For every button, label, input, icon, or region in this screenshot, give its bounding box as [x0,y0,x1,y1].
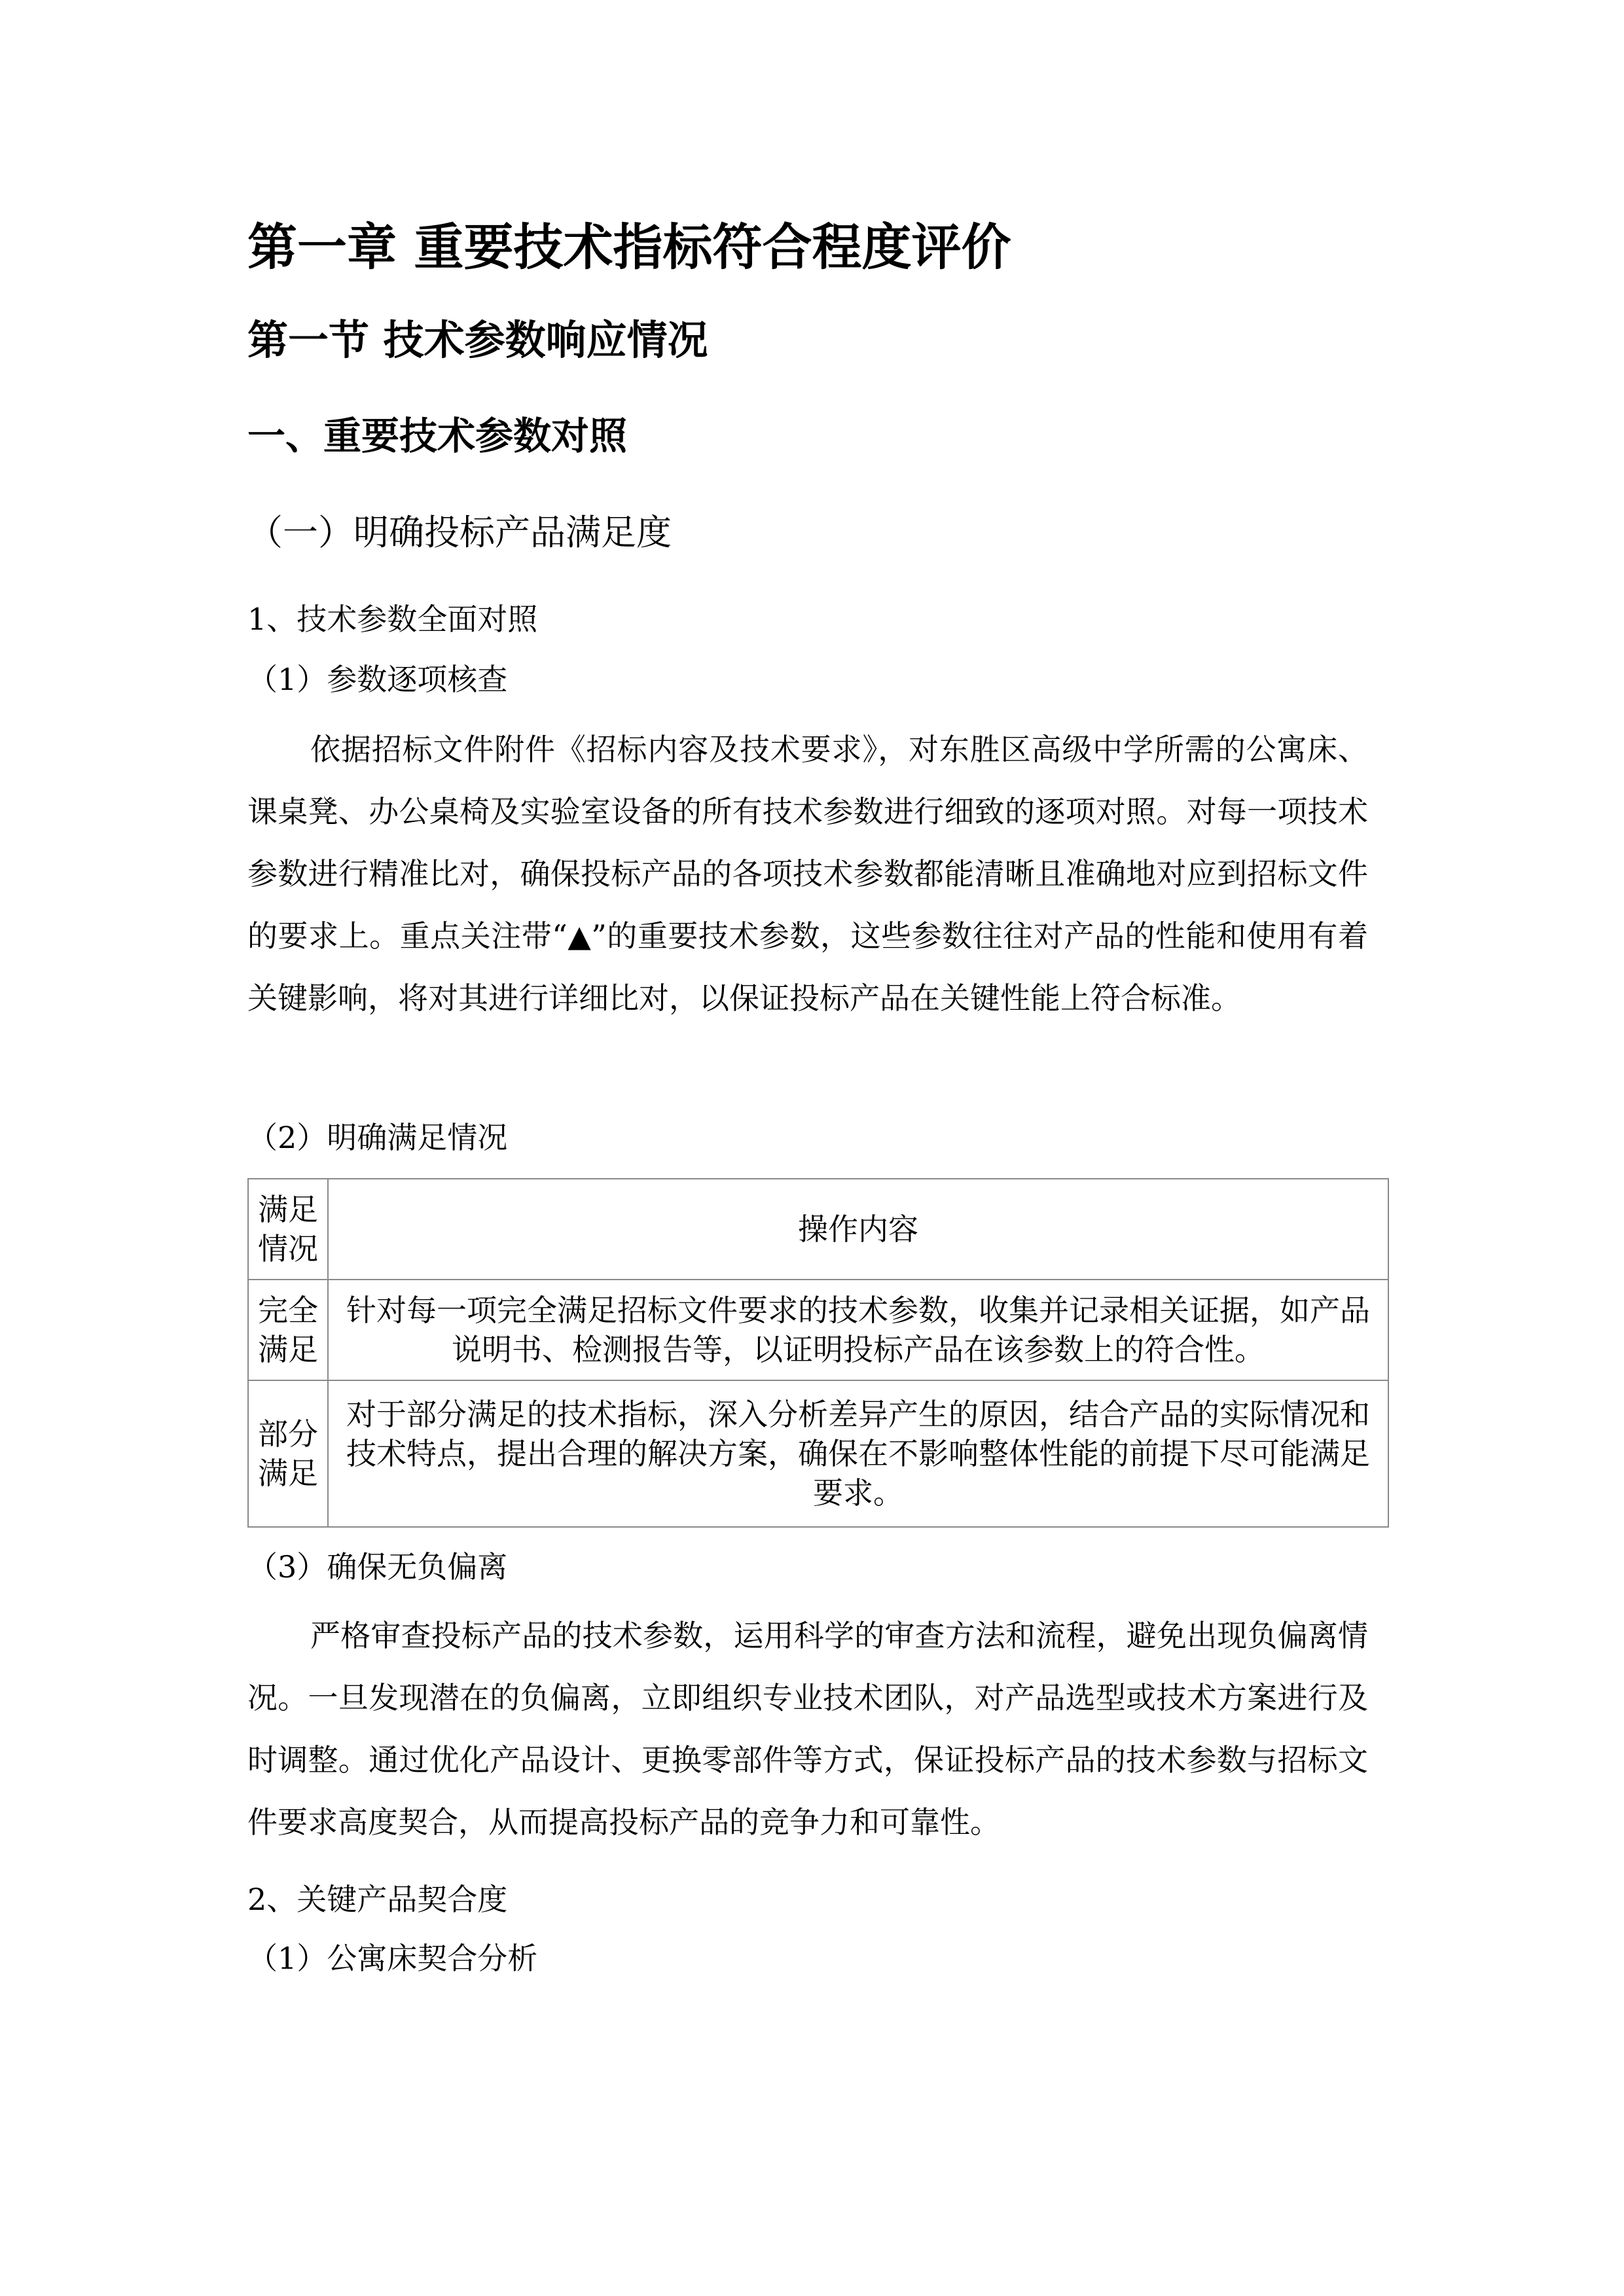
table-header-cell: 操作内容 [328,1179,1388,1280]
body-paragraph: 严格审查投标产品的技术参数，运用科学的审查方法和流程，避免出现负偏离情况。一旦发现潜在的负偏离，立即组织专业技术团队，对产品选型或技术方案进行及时调整。通过优化产品设计、更换零部件等方式，保证投标产品的技术参数与招标文件要求高度契合，从而提高投标产品的竞争力和可靠性。 [247,1618,1368,1840]
table-row [248,1380,1388,1527]
outline-level1-heading: 2、关键产品契合度 [247,1882,508,1917]
item-heading: （一）明确投标产品满足度 [247,512,672,553]
body-paragraph: 依据招标文件附件《招标内容及技术要求》，对东胜区高级中学所需的公寓床、课桌凳、办公桌椅及实验室设备的所有技术参数进行细致的逐项对照。对每一项技术参数进行精准比对，确保投标产品的各项技术参数都能清晰且准确地对应到招标文件的要求上。重点关注带“▲”的重要技术参数，这些参数往往对产品的性能和使用有着关键影响，将对其进行详细比对，以保证投标产品在关键性能上符合标准。 [247,732,1368,1016]
table-cell: 完全满足 [248,1280,328,1380]
table-cell: 部分满足 [248,1380,328,1527]
outline-level2-heading: （3）确保无负偏离 [247,1549,508,1585]
satisfaction-table [247,1178,1389,1528]
outline-level2-heading: （1）公寓床契合分析 [247,1941,538,1976]
outline-level2-heading: （1）参数逐项核查 [247,662,508,697]
table-cell: 对于部分满足的技术指标，深入分析差异产生的原因，结合产品的实际情况和技术特点，提出合理的解决方案，确保在不影响整体性能的前提下尽可能满足要求。 [328,1380,1388,1527]
table-cell: 针对每一项完全满足招标文件要求的技术参数，收集并记录相关证据，如产品说明书、检测报告等，以证明投标产品在该参数上的符合性。 [328,1280,1388,1380]
table-row [248,1280,1388,1380]
table-header-row [248,1179,1388,1280]
table-header-cell: 满足情况 [248,1179,328,1280]
outline-level1-heading: 1、技术参数全面对照 [247,601,538,637]
outline-level2-heading: （2）明确满足情况 [247,1120,508,1155]
section-heading: 第一节 技术参数响应情况 [247,316,708,364]
subsection-heading: 一、重要技术参数对照 [247,414,628,458]
chapter-heading: 第一章 重要技术指标符合程度评价 [247,218,1011,276]
